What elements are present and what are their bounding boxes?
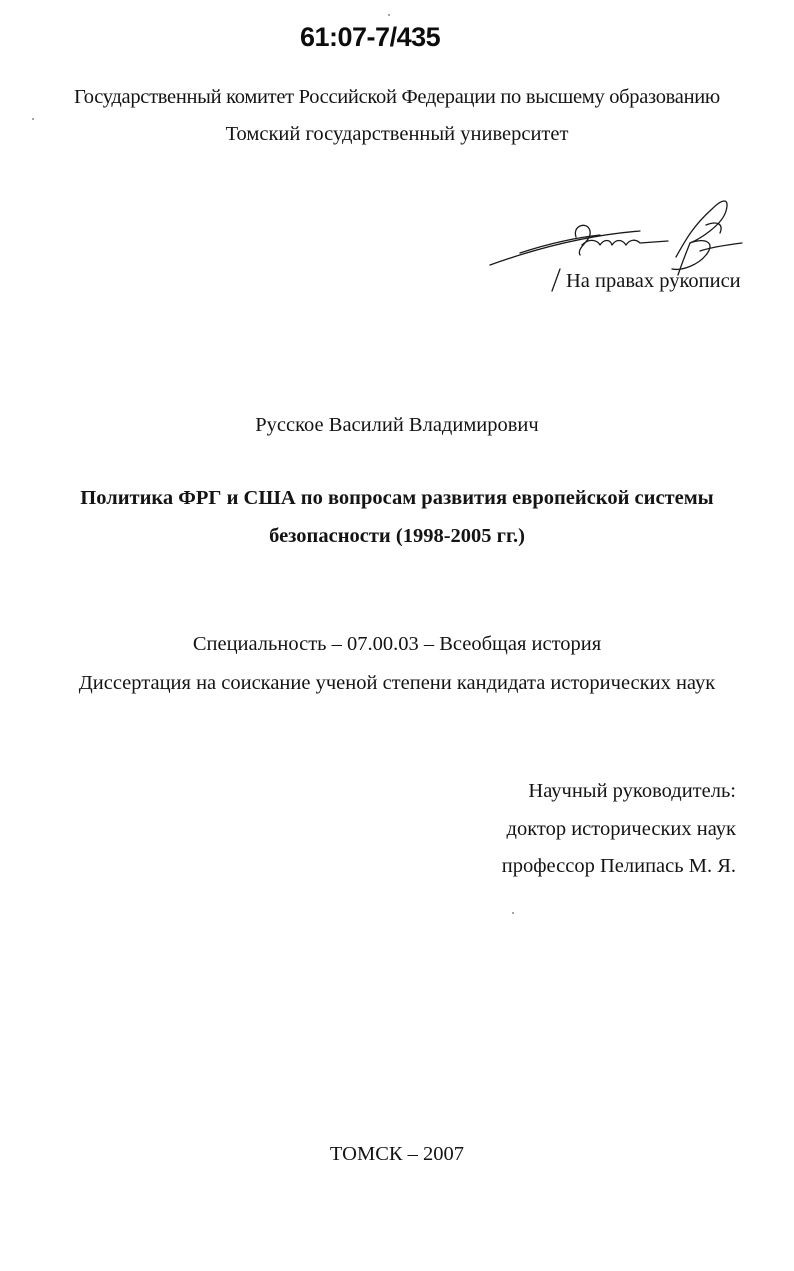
supervisor-degree: доктор исторических наук	[506, 818, 736, 840]
scan-speck	[512, 912, 514, 914]
dissertation-degree: Диссертация на соискание ученой степени кандидата исторических наук	[78, 672, 716, 694]
scan-speck	[32, 118, 34, 120]
archive-code: 61:07-7/435	[300, 22, 441, 52]
dissertation-title-line-2: безопасности (1998-2005 гг.)	[269, 525, 525, 547]
manuscript-rights: На правах рукописи	[566, 270, 741, 292]
scan-speck	[388, 14, 390, 16]
dissertation-title-line-1: Политика ФРГ и США по вопросам развития европейской системы	[80, 487, 714, 509]
committee-name: Государственный комитет Российской Федерации по высшему образованию	[74, 86, 720, 108]
supervisor-name: профессор Пелипась М. Я.	[501, 855, 736, 877]
university-name: Томский государственный университет	[225, 123, 569, 145]
specialty: Специальность – 07.00.03 – Всеобщая история	[192, 633, 602, 655]
author-name: Русское Василий Владимирович	[255, 414, 539, 436]
supervisor-label: Научный руководитель:	[528, 780, 736, 802]
place-and-year: ТОМСК – 2007	[329, 1143, 465, 1165]
